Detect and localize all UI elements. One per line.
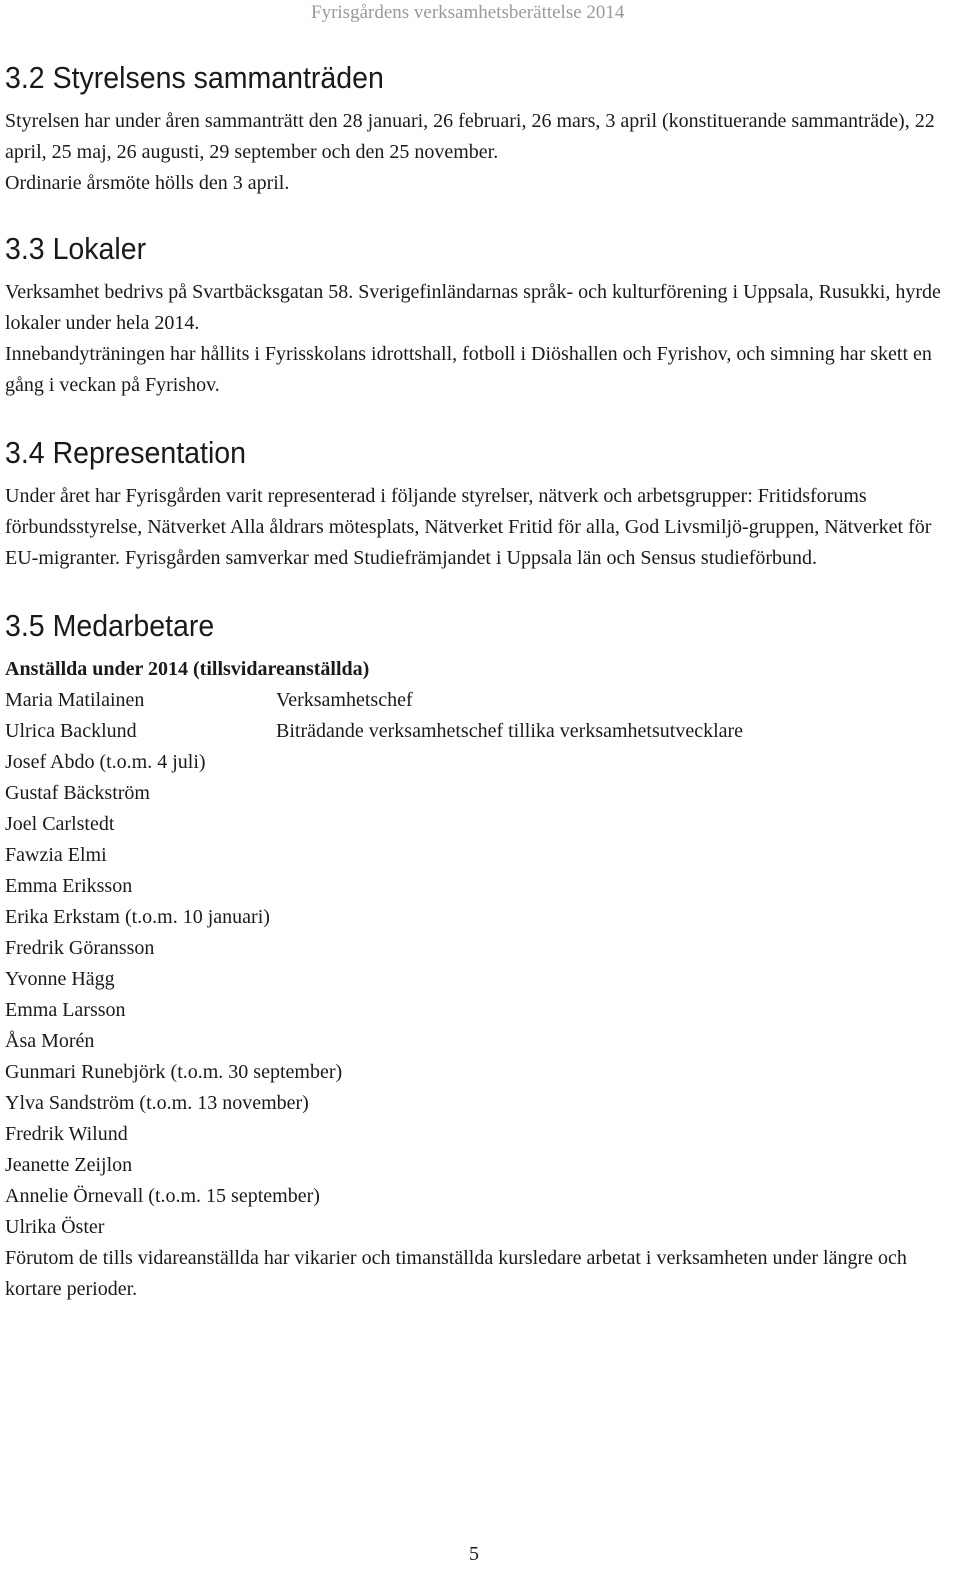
page-number: 5 — [469, 1543, 479, 1565]
staff-name: Erika Erkstam (t.o.m. 10 januari) — [5, 906, 270, 928]
staff-name: Fawzia Elmi — [5, 844, 107, 866]
staff-name: Åsa Morén — [5, 1030, 95, 1052]
staff-row — [5, 685, 953, 716]
staff-row — [5, 840, 953, 871]
staff-name: Ulrika Öster — [5, 1216, 105, 1238]
paragraph: Innebandyträningen har hållits i Fyrisskolans idrottshall, fotboll i Diöshallen och Fyrishov, och simning har skett en gång i veckan på Fyrishov. — [5, 343, 932, 396]
paragraph: Under året har Fyrisgården varit representerad i följande styrelser, nätverk och arbetsgrupper: Fritidsforums förbundsstyrelse, Nätverket Alla åldrars mötesplats, Nätverket Fritid för alla, God Livsmiljö-gruppen, Nätverket för EU-migranter. Fyrisgården samverkar med Studiefrämjandet i Uppsala län och Sensus studieförbund. — [5, 485, 932, 569]
staff-row — [5, 902, 953, 933]
section-board-meetings — [5, 56, 953, 199]
staff-name: Emma Eriksson — [5, 875, 133, 897]
staff-closing-paragraph: Förutom de tills vidareanställda har vikarier och timanställda kursledare arbetat i verksamheten under längre och kortare perioder. — [5, 1247, 907, 1300]
staff-row — [5, 871, 953, 902]
staff-role: Verksamhetschef — [276, 689, 413, 711]
section-representation — [5, 431, 953, 574]
staff-row — [5, 1212, 953, 1243]
staff-name: Annelie Örnevall (t.o.m. 15 september) — [5, 1185, 320, 1207]
staff-row — [5, 1150, 953, 1181]
paragraph: Verksamhet bedrivs på Svartbäcksgatan 58. Sverigefinländarnas språk- och kulturförening i Uppsala, Rusukki, hyrde lokaler under hela 2014. — [5, 281, 941, 334]
staff-subheading: Anställda under 2014 (tillsvidareanställda) — [5, 658, 370, 680]
section-heading-board-meetings: 3.2 Styrelsens sammanträden — [5, 60, 384, 95]
paragraph: Styrelsen har under åren sammanträtt den 28 januari, 26 februari, 26 mars, 3 april (konstituerande sammanträde), 22 april, 25 maj, 26 augusti, 29 september och den 25 november. — [5, 110, 935, 163]
section-staff — [5, 604, 953, 1305]
section-heading-staff: 3.5 Medarbetare — [5, 608, 215, 643]
staff-row — [5, 809, 953, 840]
staff-row — [5, 1088, 953, 1119]
staff-row — [5, 995, 953, 1026]
staff-row — [5, 964, 953, 995]
staff-row — [5, 778, 953, 809]
section-premises — [5, 227, 953, 401]
staff-name: Jeanette Zeijlon — [5, 1154, 133, 1176]
staff-row — [5, 1026, 953, 1057]
staff-row — [5, 1057, 953, 1088]
staff-name: Josef Abdo (t.o.m. 4 juli) — [5, 751, 206, 773]
staff-name: Gunmari Runebjörk (t.o.m. 30 september) — [5, 1061, 343, 1083]
staff-role: Biträdande verksamhetschef tillika verksamhetsutvecklare — [276, 720, 744, 742]
staff-name: Joel Carlstedt — [5, 813, 115, 835]
document-body — [5, 56, 953, 1305]
staff-name: Ylva Sandström (t.o.m. 13 november) — [5, 1092, 309, 1114]
staff-name: Gustaf Bäckström — [5, 782, 150, 804]
staff-name: Yvonne Hägg — [5, 968, 115, 990]
running-header: Fyrisgårdens verksamhetsberättelse 2014 — [311, 2, 625, 23]
paragraph: Ordinarie årsmöte hölls den 3 april. — [5, 172, 290, 194]
staff-name: Ulrica Backlund — [5, 720, 137, 742]
staff-row — [5, 1181, 953, 1212]
section-heading-representation: 3.4 Representation — [5, 435, 247, 470]
staff-list — [5, 685, 953, 1243]
staff-name: Emma Larsson — [5, 999, 126, 1021]
staff-row — [5, 716, 953, 747]
staff-row — [5, 1119, 953, 1150]
section-heading-premises: 3.3 Lokaler — [5, 231, 147, 266]
staff-row — [5, 747, 953, 778]
staff-row — [5, 933, 953, 964]
staff-name: Fredrik Göransson — [5, 937, 155, 959]
staff-name: Fredrik Wilund — [5, 1123, 128, 1145]
staff-name: Maria Matilainen — [5, 689, 145, 711]
